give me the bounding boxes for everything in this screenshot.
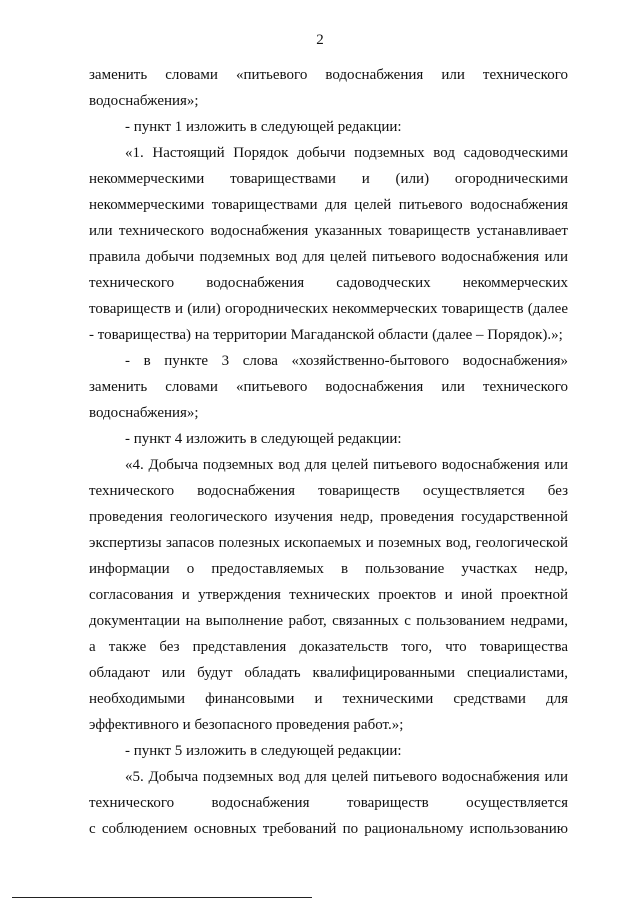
text-line: некоммерческими товариществами и (или) огородническими	[89, 171, 568, 187]
text-line: - пункт 1 изложить в следующей редакции:	[125, 119, 402, 135]
text-line: согласования и утверждения технических проектов и иной проектной	[89, 587, 568, 603]
text-line: заменить словами «питьевого водоснабжения или технического	[89, 67, 568, 83]
text-line: документации на выполнение работ, связанных с пользованием недрами,	[89, 613, 568, 629]
text-line: необходимыми финансовыми и техническими средствами для	[89, 691, 568, 707]
text-line: а также без представления доказательств того, что товарищества	[89, 639, 568, 655]
text-line: технического водоснабжения товариществ осуществляется без	[89, 483, 568, 499]
text-line: некоммерческими товариществами для целей питьевого водоснабжения	[89, 197, 568, 213]
text-line: - пункт 4 изложить в следующей редакции:	[125, 431, 402, 447]
text-line: с соблюдением основных требований по рациональному использованию	[89, 821, 568, 837]
text-line: - товарищества) на территории Магаданской области (далее – Порядок).»;	[89, 327, 563, 343]
text-line: товариществ и (или) огороднических некоммерческих товариществ (далее	[89, 301, 568, 317]
text-line: «4. Добыча подземных вод для целей питьевого водоснабжения или	[125, 457, 568, 473]
text-line: «5. Добыча подземных вод для целей питьевого водоснабжения или	[125, 769, 568, 785]
document-body	[89, 62, 568, 842]
text-line: технического водоснабжения товариществ осуществляется	[89, 795, 568, 811]
text-line: - пункт 5 изложить в следующей редакции:	[125, 743, 402, 759]
text-line: экспертизы запасов полезных ископаемых и поземных вод, геологической	[89, 535, 568, 551]
text-line: технического водоснабжения садоводческих некоммерческих	[89, 275, 568, 291]
text-line: водоснабжения»;	[89, 405, 199, 421]
text-line: проведения геологического изучения недр, проведения государственной	[89, 509, 568, 525]
text-line: «1. Настоящий Порядок добычи подземных вод садоводческими	[125, 145, 568, 161]
text-line: информации о предоставляемых в пользование участках недр,	[89, 561, 568, 577]
text-line: правила добычи подземных вод для целей питьевого водоснабжения или	[89, 249, 568, 265]
text-line: обладают или будут обладать квалифицированными специалистами,	[89, 665, 568, 681]
page-bottom-rule	[12, 897, 312, 898]
text-line: - в пункте 3 слова «хозяйственно-бытового водоснабжения»	[125, 353, 568, 369]
text-line: заменить словами «питьевого водоснабжения или технического	[89, 379, 568, 395]
page-number: 2	[316, 32, 324, 48]
text-line: или технического водоснабжения указанных товариществ устанавливает	[89, 223, 568, 239]
text-line: водоснабжения»;	[89, 93, 199, 109]
text-line: эффективного и безопасного проведения работ.»;	[89, 717, 404, 733]
